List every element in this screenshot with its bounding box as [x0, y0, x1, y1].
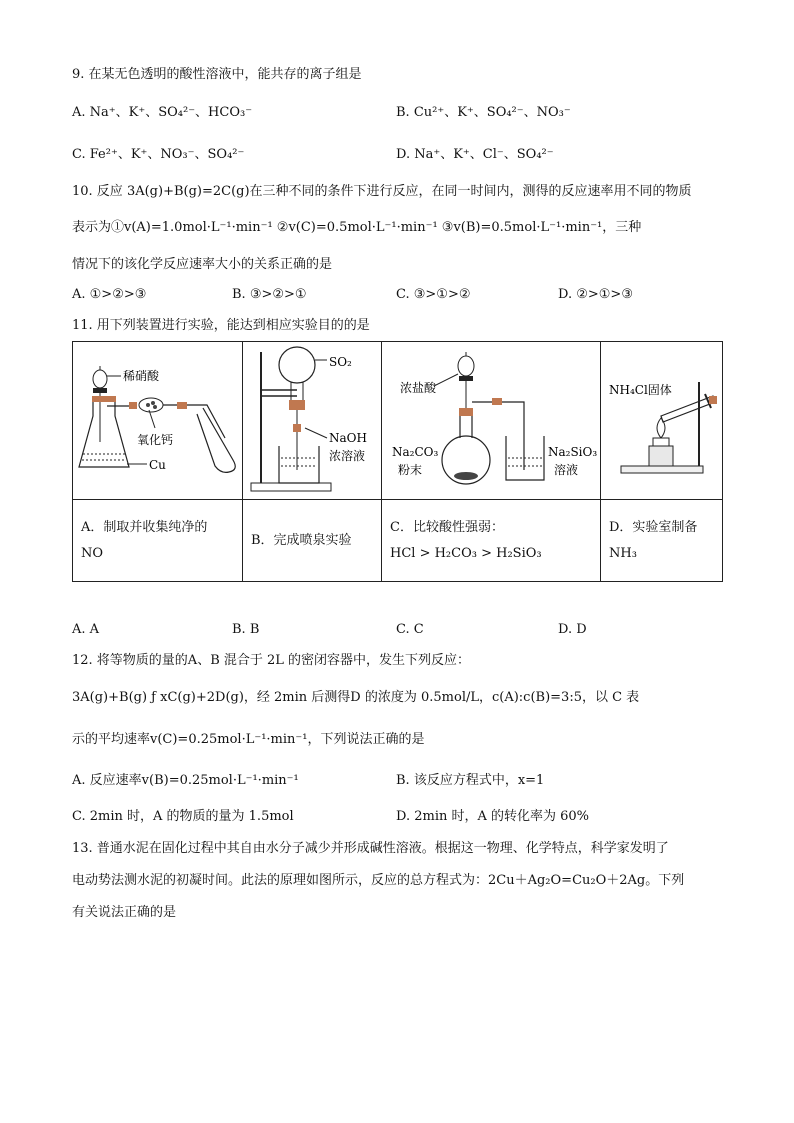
q10-line1: 10. 反应 3A(g)+B(g)=2C(g)在三种不同的条件下进行反应，在同一时间内，测得的反应速率用不同的物质	[72, 184, 692, 199]
label-calcium-oxide: 氧化钙	[137, 433, 174, 447]
q12-line3: 示的平均速率v(C)=0.25mol·L⁻¹·min⁻¹，下列说法正确的是	[72, 732, 425, 747]
q11-option-d: D. D	[558, 622, 587, 637]
caption-a-line1: A．制取并收集纯净的	[81, 519, 208, 535]
label-naoh: NaOH	[329, 431, 367, 445]
caption-d	[601, 500, 723, 582]
q9-option-d: D. Na⁺、K⁺、Cl⁻、SO₄²⁻	[396, 147, 554, 162]
q9-option-c: C. Fe²⁺、K⁺、NO₃⁻、SO₄²⁻	[72, 147, 245, 162]
q13-line1: 13. 普通水泥在固化过程中其自由水分子减少并形成碱性溶液。根据这一物理、化学特点，科学家发明了	[72, 841, 669, 856]
q11-option-c: C. C	[396, 622, 424, 637]
q11-option-a: A. A	[72, 622, 100, 637]
apparatus-c	[382, 342, 601, 500]
q12-option-b: B. 该反应方程式中，x=1	[396, 773, 545, 788]
q9-stem: 9. 在某无色透明的酸性溶液中，能共存的离子组是	[72, 67, 362, 82]
apparatus-table	[72, 341, 723, 582]
q12-option-c: C. 2min 时，A 的物质的量为 1.5mol	[72, 809, 294, 824]
caption-d-line1: D．实验室制备	[609, 519, 698, 535]
label-concentrated-hcl: 浓盐酸	[400, 381, 437, 395]
q11-stem: 11. 用下列装置进行实验，能达到相应实验目的的是	[72, 318, 370, 333]
caption-c-line1: C．比较酸性强弱：	[390, 519, 504, 535]
caption-c	[382, 500, 601, 582]
q10-option-c: C. ③>①>②	[396, 287, 471, 302]
q9-option-a: A. Na⁺、K⁺、SO₄²⁻、HCO₃⁻	[72, 105, 253, 120]
caption-c-line2: HCl > H₂CO₃ > H₂SiO₃	[390, 545, 542, 561]
q10-line2: 表示为①v(A)=1.0mol·L⁻¹·min⁻¹ ②v(C)=0.5mol·L⁻¹·min⁻¹ ③v(B)=0.5mol·L⁻¹·min⁻¹，三种	[72, 220, 642, 235]
caption-b	[243, 500, 382, 582]
label-sodium-carbonate: Na₂CO₃	[392, 445, 439, 459]
apparatus-c-drawing	[382, 342, 601, 499]
label-so2: SO₂	[329, 355, 352, 369]
caption-a	[73, 500, 243, 582]
q10-option-b: B. ③>②>①	[232, 287, 307, 302]
label-copper: Cu	[149, 458, 166, 472]
q13-line2: 电动势法测水泥的初凝时间。此法的原理如图所示，反应的总方程式为：2Cu＋Ag₂O=Cu₂O＋2Ag。下列	[72, 873, 685, 888]
caption-a-line2: NO	[81, 545, 104, 561]
q12-line2: 3A(g)+B(g) ƒ xC(g)+2D(g)，经 2min 后测得D 的浓度为 0.5mol/L，c(A):c(B)=3:5，以 C 表	[72, 690, 640, 705]
label-dilute-nitric-acid: 稀硝酸	[123, 369, 160, 383]
caption-d-line2: NH₃	[609, 545, 637, 561]
q10-option-a: A. ①>②>③	[72, 287, 147, 302]
label-sodium-silicate: Na₂SiO₃	[548, 445, 598, 459]
label-powder: 粉末	[398, 463, 423, 477]
label-ammonium-chloride-solid: NH₄Cl固体	[609, 383, 672, 397]
q12-option-d: D. 2min 时，A 的转化率为 60%	[396, 809, 590, 824]
apparatus-a-drawing	[73, 342, 243, 499]
label-concentrated-solution: 浓溶液	[329, 449, 366, 463]
apparatus-a	[73, 342, 243, 500]
q12-option-a: A. 反应速率v(B)=0.25mol·L⁻¹·min⁻¹	[72, 773, 299, 788]
q12-line1: 12. 将等物质的量的A、B 混合于 2L 的密闭容器中，发生下列反应：	[72, 653, 471, 668]
label-solution: 溶液	[554, 463, 579, 477]
q9-option-b: B. Cu²⁺、K⁺、SO₄²⁻、NO₃⁻	[396, 105, 571, 120]
q10-option-d: D. ②>①>③	[558, 287, 633, 302]
apparatus-b	[243, 342, 382, 500]
q11-option-b: B. B	[232, 622, 260, 637]
q13-line3: 有关说法正确的是	[72, 905, 177, 920]
caption-b-line1: B．完成喷泉实验	[251, 532, 352, 548]
apparatus-d	[601, 342, 723, 500]
q10-line3: 情况下的该化学反应速率大小的关系正确的是	[72, 257, 333, 272]
apparatus-d-drawing	[601, 342, 723, 499]
apparatus-b-drawing	[243, 342, 382, 499]
